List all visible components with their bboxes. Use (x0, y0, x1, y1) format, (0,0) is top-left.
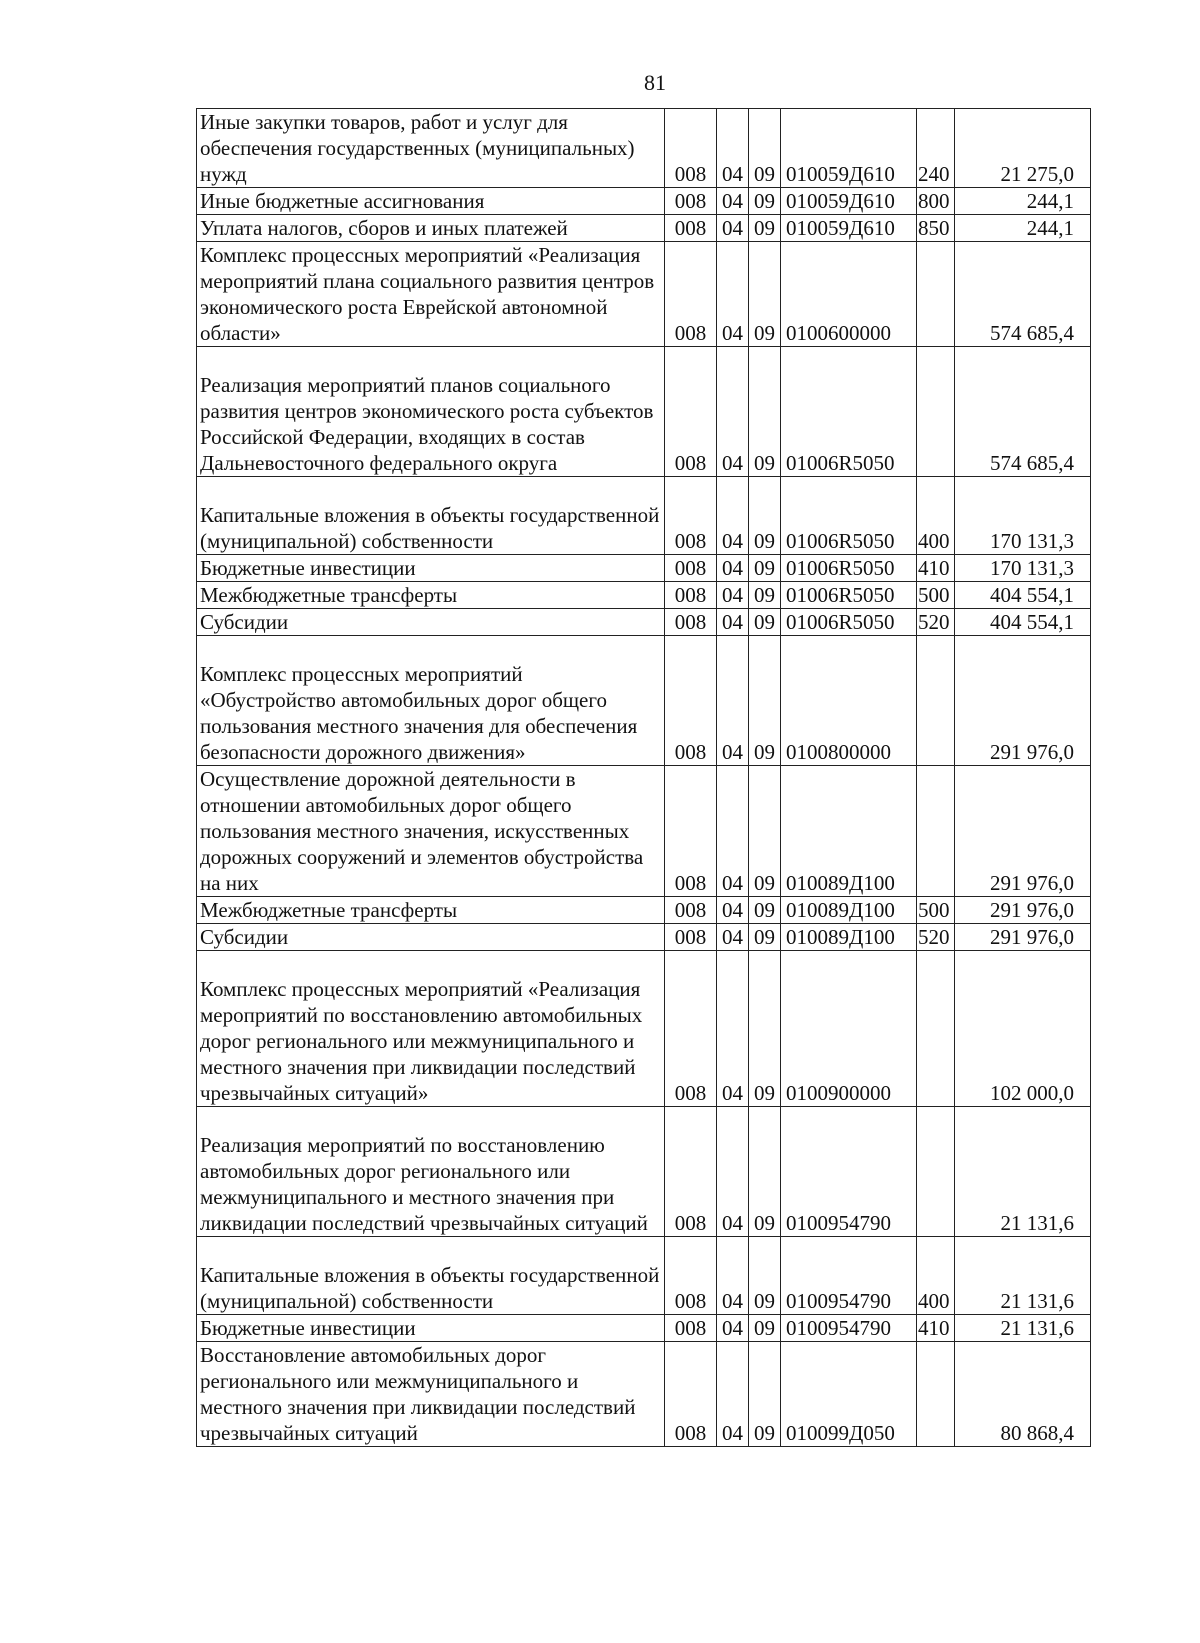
row-grbs-code: 008 (665, 477, 717, 555)
row-grbs-code: 008 (665, 555, 717, 582)
row-grbs-code: 008 (665, 951, 717, 1107)
row-name: Комплекс процессных мероприятий «Реализация мероприятий по восстановлению автомобильных дорог регионального или межмуниципального и местного значения при ликвидации последствий чрезвычайных ситуаций» (197, 951, 665, 1107)
table-row (197, 582, 1091, 609)
row-target-article-code: 01006R5050 (781, 582, 917, 609)
row-target-article-code: 01006R5050 (781, 477, 917, 555)
row-expense-type-code (917, 242, 955, 347)
row-subsection-code: 09 (749, 897, 781, 924)
row-grbs-code: 008 (665, 1315, 717, 1342)
row-expense-type-code (917, 636, 955, 766)
row-target-article-code: 010099Д050 (781, 1342, 917, 1447)
row-name: Субсидии (197, 609, 665, 636)
row-expense-type-code: 850 (917, 215, 955, 242)
row-section-code: 04 (717, 109, 749, 188)
row-amount: 102 000,0 (955, 951, 1091, 1107)
table-row (197, 1237, 1091, 1315)
row-grbs-code: 008 (665, 897, 717, 924)
row-target-article-code: 010089Д100 (781, 766, 917, 897)
table-row (197, 766, 1091, 897)
row-subsection-code: 09 (749, 924, 781, 951)
table-row (197, 951, 1091, 1107)
row-grbs-code: 008 (665, 582, 717, 609)
row-target-article-code: 0100954790 (781, 1237, 917, 1315)
row-target-article-code: 010059Д610 (781, 109, 917, 188)
row-subsection-code: 09 (749, 609, 781, 636)
row-section-code: 04 (717, 924, 749, 951)
row-subsection-code: 09 (749, 188, 781, 215)
row-grbs-code: 008 (665, 215, 717, 242)
row-expense-type-code: 520 (917, 609, 955, 636)
row-target-article-code: 0100800000 (781, 636, 917, 766)
row-subsection-code: 09 (749, 555, 781, 582)
row-name: Бюджетные инвестиции (197, 555, 665, 582)
row-name: Капитальные вложения в объекты государственной (муниципальной) собственности (197, 1237, 665, 1315)
row-amount: 80 868,4 (955, 1342, 1091, 1447)
row-subsection-code: 09 (749, 1107, 781, 1237)
row-section-code: 04 (717, 636, 749, 766)
row-section-code: 04 (717, 1342, 749, 1447)
row-grbs-code: 008 (665, 636, 717, 766)
table-row (197, 109, 1091, 188)
row-section-code: 04 (717, 242, 749, 347)
row-target-article-code: 010059Д610 (781, 215, 917, 242)
row-amount: 291 976,0 (955, 897, 1091, 924)
row-name: Бюджетные инвестиции (197, 1315, 665, 1342)
row-amount: 21 131,6 (955, 1315, 1091, 1342)
row-expense-type-code (917, 1107, 955, 1237)
table-row (197, 609, 1091, 636)
row-expense-type-code: 800 (917, 188, 955, 215)
row-amount: 170 131,3 (955, 555, 1091, 582)
row-target-article-code: 0100900000 (781, 951, 917, 1107)
row-section-code: 04 (717, 1237, 749, 1315)
row-subsection-code: 09 (749, 347, 781, 477)
row-target-article-code: 010089Д100 (781, 924, 917, 951)
row-subsection-code: 09 (749, 1315, 781, 1342)
table-row (197, 477, 1091, 555)
row-name: Межбюджетные трансферты (197, 582, 665, 609)
row-amount: 404 554,1 (955, 582, 1091, 609)
row-subsection-code: 09 (749, 582, 781, 609)
row-subsection-code: 09 (749, 951, 781, 1107)
row-name: Реализация мероприятий по восстановлению автомобильных дорог регионального или межмуниципального и местного значения при ликвидации последствий чрезвычайных ситуаций (197, 1107, 665, 1237)
row-expense-type-code (917, 951, 955, 1107)
row-expense-type-code: 500 (917, 582, 955, 609)
budget-table (196, 108, 1091, 1447)
table-row (197, 188, 1091, 215)
row-target-article-code: 01006R5050 (781, 555, 917, 582)
row-target-article-code: 0100600000 (781, 242, 917, 347)
row-grbs-code: 008 (665, 1342, 717, 1447)
row-section-code: 04 (717, 897, 749, 924)
row-grbs-code: 008 (665, 766, 717, 897)
row-amount: 404 554,1 (955, 609, 1091, 636)
row-name: Капитальные вложения в объекты государственной (муниципальной) собственности (197, 477, 665, 555)
row-section-code: 04 (717, 609, 749, 636)
row-amount: 574 685,4 (955, 347, 1091, 477)
table-row (197, 1107, 1091, 1237)
row-section-code: 04 (717, 215, 749, 242)
row-name: Субсидии (197, 924, 665, 951)
row-section-code: 04 (717, 188, 749, 215)
row-section-code: 04 (717, 1107, 749, 1237)
row-grbs-code: 008 (665, 1107, 717, 1237)
table-row (197, 1342, 1091, 1447)
row-section-code: 04 (717, 951, 749, 1107)
row-expense-type-code: 500 (917, 897, 955, 924)
row-name: Иные бюджетные ассигнования (197, 188, 665, 215)
row-expense-type-code (917, 766, 955, 897)
row-section-code: 04 (717, 347, 749, 477)
table-row (197, 242, 1091, 347)
row-subsection-code: 09 (749, 1342, 781, 1447)
row-amount: 170 131,3 (955, 477, 1091, 555)
row-name: Комплекс процессных мероприятий «Реализация мероприятий плана социального развития центров экономического роста Еврейской автономной области» (197, 242, 665, 347)
row-target-article-code: 010059Д610 (781, 188, 917, 215)
row-expense-type-code: 240 (917, 109, 955, 188)
page-number: 81 (644, 70, 666, 95)
row-grbs-code: 008 (665, 347, 717, 477)
row-amount: 21 275,0 (955, 109, 1091, 188)
row-amount: 21 131,6 (955, 1107, 1091, 1237)
table-row (197, 897, 1091, 924)
row-amount: 291 976,0 (955, 924, 1091, 951)
row-section-code: 04 (717, 582, 749, 609)
row-section-code: 04 (717, 477, 749, 555)
row-subsection-code: 09 (749, 242, 781, 347)
table-row (197, 924, 1091, 951)
row-amount: 21 131,6 (955, 1237, 1091, 1315)
table-row (197, 636, 1091, 766)
row-section-code: 04 (717, 766, 749, 897)
table-row (197, 555, 1091, 582)
row-amount: 291 976,0 (955, 636, 1091, 766)
row-grbs-code: 008 (665, 609, 717, 636)
row-name: Комплекс процессных мероприятий «Обустройство автомобильных дорог общего пользования местного значения для обеспечения безопасности дорожного движения» (197, 636, 665, 766)
row-expense-type-code (917, 347, 955, 477)
row-subsection-code: 09 (749, 766, 781, 897)
row-grbs-code: 008 (665, 1237, 717, 1315)
row-subsection-code: 09 (749, 1237, 781, 1315)
row-expense-type-code: 410 (917, 555, 955, 582)
row-amount: 244,1 (955, 215, 1091, 242)
row-target-article-code: 0100954790 (781, 1315, 917, 1342)
row-subsection-code: 09 (749, 109, 781, 188)
row-grbs-code: 008 (665, 924, 717, 951)
row-grbs-code: 008 (665, 109, 717, 188)
table-row (197, 1315, 1091, 1342)
row-target-article-code: 0100954790 (781, 1107, 917, 1237)
row-expense-type-code (917, 1342, 955, 1447)
row-name: Межбюджетные трансферты (197, 897, 665, 924)
row-target-article-code: 01006R5050 (781, 347, 917, 477)
row-expense-type-code: 520 (917, 924, 955, 951)
row-subsection-code: 09 (749, 477, 781, 555)
row-subsection-code: 09 (749, 636, 781, 766)
row-amount: 244,1 (955, 188, 1091, 215)
row-section-code: 04 (717, 555, 749, 582)
row-name: Уплата налогов, сборов и иных платежей (197, 215, 665, 242)
row-expense-type-code: 400 (917, 477, 955, 555)
row-expense-type-code: 400 (917, 1237, 955, 1315)
row-grbs-code: 008 (665, 188, 717, 215)
row-name: Восстановление автомобильных дорог регионального или межмуниципального и местного значения при ликвидации последствий чрезвычайных ситуаций (197, 1342, 665, 1447)
table-row (197, 215, 1091, 242)
row-grbs-code: 008 (665, 242, 717, 347)
row-name: Реализация мероприятий планов социального развития центров экономического роста субъектов Российской Федерации, входящих в состав Дальневосточного федерального округа (197, 347, 665, 477)
row-amount: 574 685,4 (955, 242, 1091, 347)
row-name: Иные закупки товаров, работ и услуг для обеспечения государственных (муниципальных) нужд (197, 109, 665, 188)
table-row (197, 347, 1091, 477)
budget-table-body (197, 109, 1091, 1447)
row-target-article-code: 010089Д100 (781, 897, 917, 924)
row-amount: 291 976,0 (955, 766, 1091, 897)
row-name: Осуществление дорожной деятельности в отношении автомобильных дорог общего пользования местного значения, искусственных дорожных сооружений и элементов обустройства на них (197, 766, 665, 897)
row-expense-type-code: 410 (917, 1315, 955, 1342)
row-section-code: 04 (717, 1315, 749, 1342)
row-subsection-code: 09 (749, 215, 781, 242)
row-target-article-code: 01006R5050 (781, 609, 917, 636)
